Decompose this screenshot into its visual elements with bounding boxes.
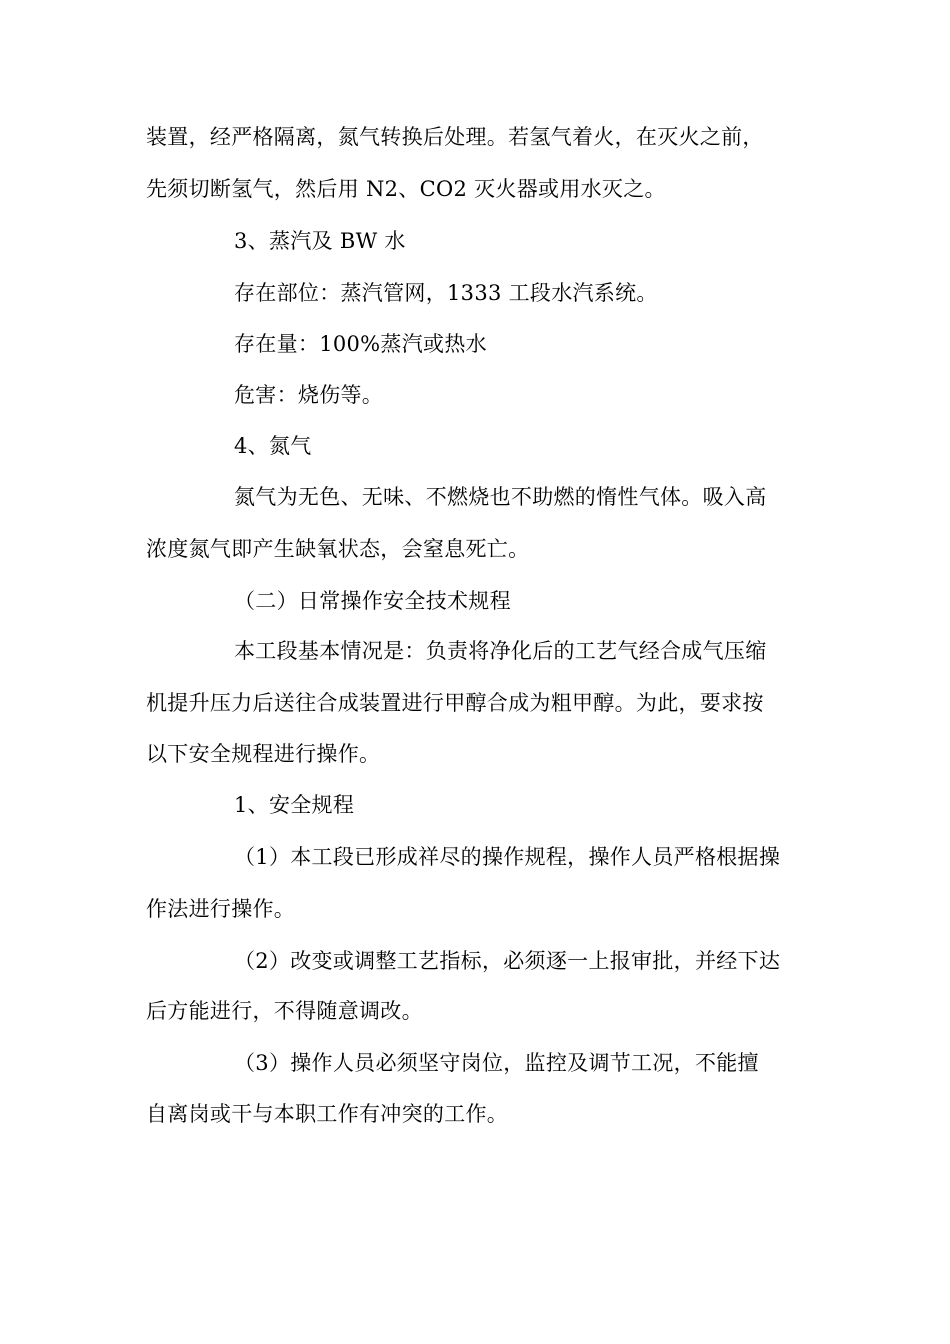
text-line: 存在量：100%蒸汽或热水 <box>234 332 487 356</box>
text-line: 以下安全规程进行操作。 <box>146 742 381 766</box>
text-line: 自离岗或干与本职工作有冲突的工作。 <box>146 1102 509 1126</box>
text-line: 本工段基本情况是：负责将净化后的工艺气经合成气压缩 <box>234 639 767 663</box>
section-heading: 3、蒸汽及 BW 水 <box>234 229 406 253</box>
text-line: 机提升压力后送往合成装置进行甲醇合成为粗甲醇。为此，要求按 <box>146 691 764 715</box>
text-line: 作法进行操作。 <box>146 897 296 921</box>
section-heading: （二）日常操作安全技术规程 <box>234 589 511 613</box>
text-line: （3）操作人员必须坚守岗位，监控及调节工况，不能擅 <box>234 1051 759 1075</box>
text-line: 氮气为无色、无味、不燃烧也不助燃的惰性气体。吸入高 <box>234 485 767 509</box>
text-line: （1）本工段已形成祥尽的操作规程，操作人员严格根据操 <box>234 845 781 869</box>
text-line: 装置，经严格隔离，氮气转换后处理。若氢气着火，在灭火之前， <box>146 125 764 149</box>
text-line: 浓度氮气即产生缺氧状态，会窒息死亡。 <box>146 537 530 561</box>
section-heading: 1、安全规程 <box>234 793 355 817</box>
section-heading: 4、氮气 <box>234 434 312 458</box>
text-line: 存在部位：蒸汽管网，1333 工段水汽系统。 <box>234 281 658 305</box>
text-line: （2）改变或调整工艺指标，必须逐一上报审批，并经下达 <box>234 949 781 973</box>
text-line: 先须切断氢气，然后用 N2、CO2 灭火器或用水灭之。 <box>146 177 666 201</box>
text-line: 后方能进行，不得随意调改。 <box>146 999 423 1023</box>
text-line: 危害：烧伤等。 <box>234 383 384 407</box>
